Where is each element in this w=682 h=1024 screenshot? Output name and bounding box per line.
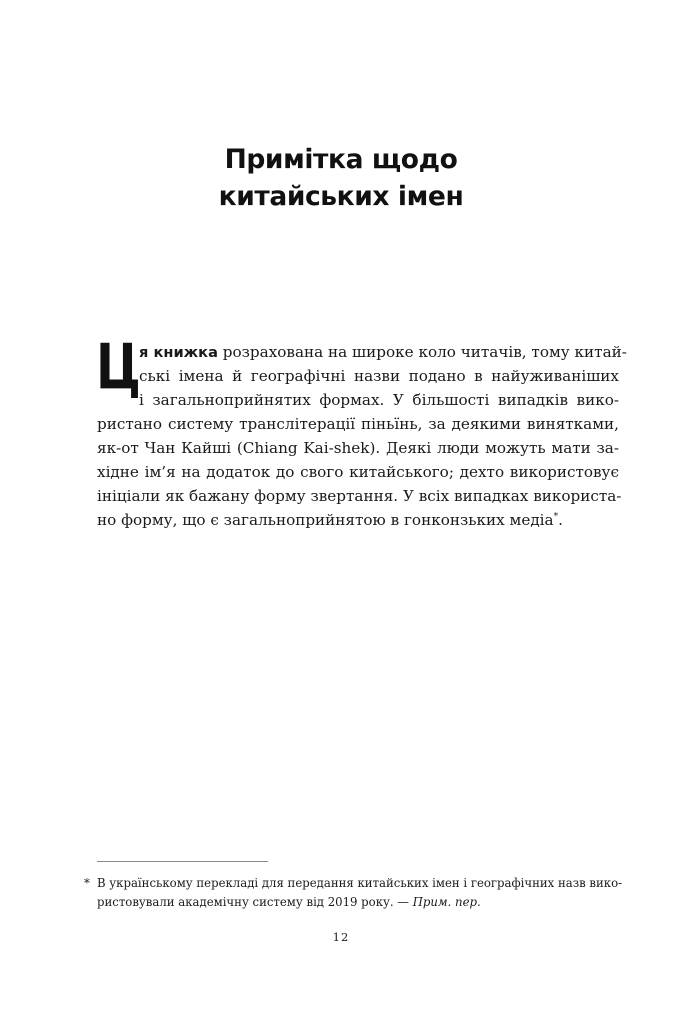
paragraph-line-5: як-от Чан Кайші (Chiang Kai-shek). Деякі люди можуть мати за-	[97, 439, 619, 457]
line-8-text: но форму, що є загальноприйнятою в гонконзьких медіа	[97, 511, 554, 529]
chapter-title-line-2: китайських імен	[218, 181, 464, 212]
paragraph-line-6: хідне ім’я на додаток до свого китайського; дехто використовує	[97, 463, 619, 481]
chapter-title	[0, 141, 682, 215]
translator-note-label: Прим. пер.	[412, 895, 481, 909]
footnote-line-1: В українському перекладі для передання китайських імен і географічних назв вико-	[97, 876, 623, 890]
chapter-title-line-1: Примітка щодо	[224, 144, 458, 175]
paragraph-line-3: і загальноприйнятих формах. У більшості випадків вико-	[139, 391, 619, 409]
lead-in-bold: я книжка	[139, 344, 218, 361]
footnote-marker: *	[84, 876, 90, 890]
footnote-line-2	[97, 893, 481, 912]
line-1-text: розрахована на широке коло читачів, тому китай-	[217, 343, 627, 361]
paragraph-line-8: но форму, що є загальноприйнятою в гонконзьких медіа*.	[97, 511, 563, 529]
footnote-line-2-text: ристовували академічну систему від 2019 року. —	[97, 895, 413, 909]
paragraph-line-1	[139, 342, 627, 363]
drop-cap: Ц	[96, 330, 141, 403]
footnote-divider	[97, 861, 268, 862]
footnote-reference[interactable]: *	[553, 511, 559, 522]
paragraph-line-7: ініціали як бажану форму звертання. У всіх випадках використа-	[97, 487, 622, 505]
page-number: 12	[332, 930, 350, 944]
paragraph-line-2: ські імена й географічні назви подано в найуживаніших	[139, 367, 619, 385]
paragraph-line-4: ристано систему транслітерації піньїнь, за деякими винятками,	[97, 415, 619, 433]
